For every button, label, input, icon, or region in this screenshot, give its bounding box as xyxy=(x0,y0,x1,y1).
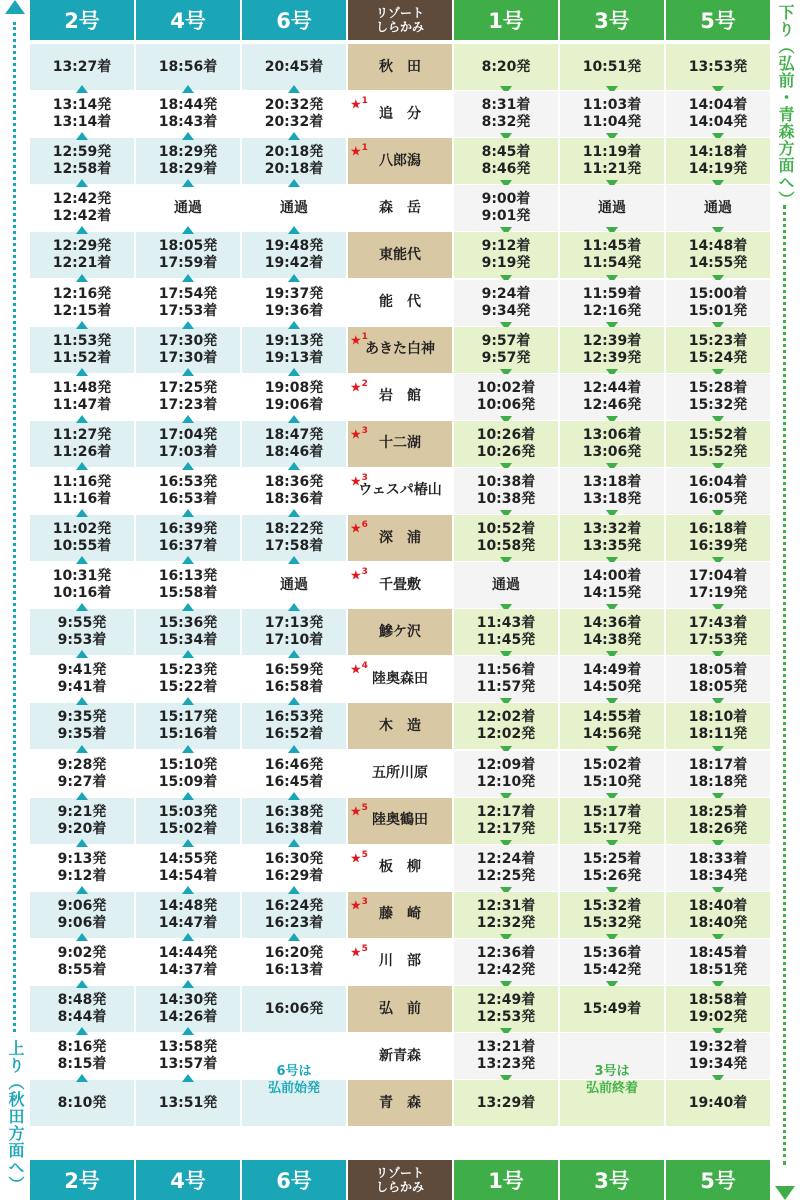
up-marker-icon xyxy=(288,179,300,187)
time-cell: 11:27発 11:26着 xyxy=(30,421,134,467)
time-cell: 16:38発 16:38着 xyxy=(242,798,346,844)
time-cell: 15:52着 15:52発 xyxy=(666,421,770,467)
up-marker-icon xyxy=(182,556,194,564)
station-name: ★$^6$ 深 浦 xyxy=(348,515,452,561)
time-cell: 通過 xyxy=(280,199,308,216)
time-cell: 17:04発 17:03着 xyxy=(136,421,240,467)
station-name: 弘 前 xyxy=(348,986,452,1032)
up-marker-icon xyxy=(182,933,194,941)
time-cell: 11:19着 11:21発 xyxy=(560,138,664,184)
time-cell: 16:24発 16:23着 xyxy=(242,892,346,938)
time-cell: 14:30発 14:26着 xyxy=(136,986,240,1032)
time-cell: 14:00着 14:15発 xyxy=(560,562,664,608)
station-name: ★$^3$ 藤 崎 xyxy=(348,892,452,938)
up-marker-icon xyxy=(76,226,88,234)
time-cell: 18:25着 18:26発 xyxy=(666,798,770,844)
time-cell: 18:56着 xyxy=(136,44,240,90)
time-cell: 14:55着 14:56発 xyxy=(560,703,664,749)
station-name: 鰺ケ沢 xyxy=(348,609,452,655)
time-cell: 16:30発 16:29着 xyxy=(264,850,324,884)
time-cell: 17:04着 17:19発 xyxy=(666,562,770,608)
time-cell: 13:29着 xyxy=(454,1080,558,1126)
time-cell: 10:52着 10:58発 xyxy=(454,515,558,561)
time-cell: 11:56着 11:57発 xyxy=(454,656,558,702)
time-cell: 12:17着 12:17発 xyxy=(454,798,558,844)
time-cell: 9:12着 9:19発 xyxy=(454,232,558,278)
up-marker-icon xyxy=(76,745,88,753)
time-cell: 12:31着 12:32発 xyxy=(454,892,558,938)
down-direction-indicator xyxy=(770,0,800,1200)
time-cell: 15:00着 15:01発 xyxy=(666,280,770,326)
header-train-1号: 1号 xyxy=(454,0,558,40)
up-marker-icon xyxy=(182,321,194,329)
star-icon: ★$^5$ xyxy=(350,849,368,867)
header-train-2号: 2号 xyxy=(30,0,134,40)
time-cell: 20:18発 20:18着 xyxy=(242,138,346,184)
star-icon: ★$^5$ xyxy=(350,943,368,961)
header-train-6号: 6号 xyxy=(242,0,346,40)
time-cell: 15:49着 xyxy=(560,986,664,1032)
time-cell: 16:18着 16:39発 xyxy=(666,515,770,561)
station-name: ★$^5$ 川 部 xyxy=(348,939,452,985)
down-arrow-icon xyxy=(775,1186,795,1200)
up-marker-icon xyxy=(76,792,88,800)
time-cell: 13:21着 13:23発 xyxy=(454,1033,558,1079)
time-cell: 19:37発 19:36着 xyxy=(264,285,324,319)
train3-note: 3号は 弘前終着 xyxy=(585,1064,638,1097)
time-cell: 13:51発 xyxy=(136,1080,240,1126)
time-cell: 19:48発 19:42着 xyxy=(242,232,346,278)
time-cell: 13:58発 13:57着 xyxy=(158,1039,218,1073)
time-cell: 13:06着 13:06発 xyxy=(560,421,664,467)
time-cell: 19:40着 xyxy=(666,1080,770,1126)
time-cell: 12:59発 12:58着 xyxy=(30,138,134,184)
time-cell: 12:29発 12:21着 xyxy=(30,232,134,278)
time-cell: 9:55発 9:53着 xyxy=(30,609,134,655)
up-marker-icon xyxy=(182,85,194,93)
up-marker-icon xyxy=(288,697,300,705)
up-marker-icon xyxy=(182,1027,194,1035)
up-marker-icon xyxy=(182,792,194,800)
up-marker-icon xyxy=(288,509,300,517)
station-name: ★$^1$ 追 分 xyxy=(348,91,452,137)
time-cell: 14:49着 14:50発 xyxy=(560,656,664,702)
star-icon: ★$^3$ xyxy=(350,567,368,584)
time-cell: 11:03着 11:04発 xyxy=(560,91,664,137)
time-cell: 通過 xyxy=(560,185,664,231)
time-cell: 20:45着 xyxy=(242,44,346,90)
up-direction-indicator xyxy=(0,0,30,1200)
time-cell: 12:49着 12:53発 xyxy=(454,986,558,1032)
time-cell: 11:43着 11:45発 xyxy=(454,609,558,655)
down-dotted-line xyxy=(783,205,786,1165)
up-marker-icon xyxy=(76,321,88,329)
time-cell: 8:20発 xyxy=(454,44,558,90)
time-cell: 18:17着 18:18発 xyxy=(666,751,770,797)
up-marker-icon xyxy=(76,556,88,564)
time-cell: 17:43着 17:53発 xyxy=(666,609,770,655)
time-cell: 9:13発 9:12着 xyxy=(57,850,107,884)
time-cell: 通過 xyxy=(666,185,770,231)
station-name: ★$^1$ あきた白神 xyxy=(348,327,452,373)
time-cell: 9:35発 9:35着 xyxy=(30,703,134,749)
time-cell: 18:05着 18:05発 xyxy=(666,656,770,702)
time-cell: 18:05発 17:59着 xyxy=(136,232,240,278)
station-name: 森 岳 xyxy=(379,199,421,216)
time-cell: 9:21発 9:20着 xyxy=(30,798,134,844)
station-name: 青 森 xyxy=(348,1080,452,1126)
up-direction-label: 上り（秋田方面へ） xyxy=(6,1040,25,1193)
time-cell: 10:38着 10:38発 xyxy=(454,468,558,514)
up-marker-icon xyxy=(182,179,194,187)
time-cell: 19:32着 19:34発 xyxy=(666,1033,770,1079)
up-marker-icon xyxy=(182,274,194,282)
time-cell: 12:09着 12:10発 xyxy=(454,751,558,797)
time-cell: 18:10着 18:11発 xyxy=(666,703,770,749)
star-icon: ★$^1$ xyxy=(350,143,368,160)
time-cell: 11:45着 11:54発 xyxy=(560,232,664,278)
up-marker-icon xyxy=(182,650,194,658)
time-cell: 13:32着 13:35発 xyxy=(560,515,664,561)
time-cell: 14:55発 14:54着 xyxy=(158,850,218,884)
time-cell: 10:31発 10:16着 xyxy=(52,568,112,602)
time-cell: 14:18着 14:19発 xyxy=(666,138,770,184)
time-cell: 15:36着 15:42発 xyxy=(560,939,664,985)
header-train-name: リゾート しらかみ xyxy=(348,0,452,40)
time-cell: 15:23着 15:24発 xyxy=(666,327,770,373)
station-name: ★$^5$ 板 柳 xyxy=(348,845,452,891)
time-cell: 8:45着 8:46発 xyxy=(454,138,558,184)
time-cell: 13:27着 xyxy=(30,44,134,90)
time-cell: 通過 xyxy=(454,562,558,608)
station-name: 秋 田 xyxy=(348,44,452,90)
time-cell: 18:22発 17:58着 xyxy=(242,515,346,561)
up-marker-icon xyxy=(182,886,194,894)
time-cell: 16:13発 15:58着 xyxy=(158,568,218,602)
station-name: ★$^3$ 十二湖 xyxy=(348,421,452,467)
time-cell: 11:53発 11:52着 xyxy=(30,327,134,373)
up-marker-icon xyxy=(76,1027,88,1035)
up-marker-icon xyxy=(288,274,300,282)
station-name: ★$^2$ 岩 館 xyxy=(348,374,452,420)
time-cell: 18:36発 18:36着 xyxy=(264,473,324,507)
time-cell: 14:48着 14:55発 xyxy=(666,232,770,278)
time-cell: 17:13発 17:10着 xyxy=(242,609,346,655)
star-icon: ★$^6$ xyxy=(350,520,368,537)
star-icon: ★$^3$ xyxy=(350,472,368,490)
footer-train-name: リゾート しらかみ xyxy=(348,1160,452,1200)
station-name: 新青森 xyxy=(379,1047,421,1064)
time-cell: 12:02着 12:02発 xyxy=(454,703,558,749)
up-marker-icon xyxy=(76,839,88,847)
time-cell: 18:47発 18:46着 xyxy=(242,421,346,467)
up-arrow-icon xyxy=(5,0,25,14)
time-cell: 17:25発 17:23着 xyxy=(158,379,218,413)
star-icon: ★$^5$ xyxy=(350,802,368,819)
time-cell: 8:10発 xyxy=(30,1080,134,1126)
time-cell: 12:44着 12:46発 xyxy=(560,374,664,420)
time-cell: 16:53発 16:52着 xyxy=(242,703,346,749)
time-cell: 16:20発 16:13着 xyxy=(264,944,324,978)
up-marker-icon xyxy=(76,132,88,140)
time-cell: 16:06発 xyxy=(242,986,346,1032)
time-cell: 9:24着 9:34発 xyxy=(454,280,558,326)
time-cell: 8:16発 8:15着 xyxy=(57,1039,107,1073)
time-cell: 12:24着 12:25発 xyxy=(454,845,558,891)
up-marker-icon xyxy=(76,697,88,705)
star-icon: ★$^3$ xyxy=(350,425,368,443)
header-train-4号: 4号 xyxy=(136,0,240,40)
time-cell: 9:41発 9:41着 xyxy=(57,662,107,696)
star-icon: ★$^1$ xyxy=(350,96,368,113)
time-cell: 8:31着 8:32発 xyxy=(454,91,558,137)
time-cell: 13:18着 13:18発 xyxy=(560,468,664,514)
time-cell: 14:48発 14:47着 xyxy=(136,892,240,938)
footer-train-1号: 1号 xyxy=(454,1160,558,1200)
up-marker-icon xyxy=(182,1074,194,1082)
up-marker-icon xyxy=(76,886,88,894)
time-cell: 14:36着 14:38発 xyxy=(560,609,664,655)
station-name: 東能代 xyxy=(348,232,452,278)
up-marker-icon xyxy=(76,509,88,517)
up-marker-icon xyxy=(288,132,300,140)
time-cell: 9:00着 9:01発 xyxy=(454,185,558,231)
up-marker-icon xyxy=(182,462,194,470)
time-cell: 11:16発 11:16着 xyxy=(52,473,112,507)
time-cell: 15:02着 15:10発 xyxy=(560,751,664,797)
up-marker-icon xyxy=(288,745,300,753)
time-cell: 16:59発 16:58着 xyxy=(264,662,324,696)
time-cell: 16:04着 16:05発 xyxy=(666,468,770,514)
up-marker-icon xyxy=(76,1074,88,1082)
up-marker-icon xyxy=(288,85,300,93)
up-marker-icon xyxy=(76,980,88,988)
time-cell: 18:40着 18:40発 xyxy=(666,892,770,938)
star-icon: ★$^4$ xyxy=(350,661,368,678)
time-cell: 18:58着 19:02発 xyxy=(666,986,770,1032)
up-marker-icon xyxy=(182,839,194,847)
footer-train-6号: 6号 xyxy=(242,1160,346,1200)
time-cell: 16:46発 16:45着 xyxy=(264,756,324,790)
up-marker-icon xyxy=(182,415,194,423)
time-cell: 15:17着 15:17発 xyxy=(560,798,664,844)
time-cell: 15:28着 15:32発 xyxy=(666,374,770,420)
station-name: ★$^3$ ウェスパ椿山 xyxy=(348,468,452,514)
time-cell: 15:32着 15:32発 xyxy=(560,892,664,938)
station-name: ★$^1$ 八郎潟 xyxy=(348,138,452,184)
time-cell: 12:36着 12:42発 xyxy=(454,939,558,985)
up-marker-icon xyxy=(288,650,300,658)
time-cell: 16:39発 16:37着 xyxy=(136,515,240,561)
star-icon: ★$^3$ xyxy=(350,896,368,914)
up-marker-icon xyxy=(182,697,194,705)
station-name: ★$^3$ 千畳敷 xyxy=(348,562,452,608)
up-marker-icon xyxy=(288,839,300,847)
time-cell: 13:53発 xyxy=(666,44,770,90)
star-icon: ★$^1$ xyxy=(350,331,368,348)
up-marker-icon xyxy=(76,85,88,93)
up-marker-icon xyxy=(76,462,88,470)
up-marker-icon xyxy=(76,933,88,941)
footer-train-2号: 2号 xyxy=(30,1160,134,1200)
time-cell: 20:32発 20:32着 xyxy=(264,97,324,131)
up-marker-icon xyxy=(76,650,88,658)
footer-train-5号: 5号 xyxy=(666,1160,770,1200)
header-train-3号: 3号 xyxy=(560,0,664,40)
time-cell: 通過 xyxy=(280,576,308,593)
up-marker-icon xyxy=(182,603,194,611)
time-cell: 9:02発 8:55着 xyxy=(57,944,107,978)
time-cell: 9:28発 9:27着 xyxy=(57,756,107,790)
star-icon: ★$^2$ xyxy=(350,378,368,396)
time-cell: 18:45着 18:51発 xyxy=(666,939,770,985)
time-cell: 18:44発 18:43着 xyxy=(158,97,218,131)
up-marker-icon xyxy=(182,509,194,517)
time-cell: 16:53発 16:53着 xyxy=(158,473,218,507)
up-marker-icon xyxy=(76,415,88,423)
time-cell: 10:51発 xyxy=(560,44,664,90)
time-cell: 15:25着 15:26発 xyxy=(560,845,664,891)
up-marker-icon xyxy=(182,745,194,753)
time-cell: 15:10発 15:09着 xyxy=(158,756,218,790)
up-marker-icon xyxy=(288,321,300,329)
station-name: ★$^5$ 陸奥鶴田 xyxy=(348,798,452,844)
time-cell: 11:48発 11:47着 xyxy=(52,379,112,413)
time-cell: 8:48発 8:44着 xyxy=(30,986,134,1032)
time-cell: 19:08発 19:06着 xyxy=(264,379,324,413)
time-cell: 12:39着 12:39発 xyxy=(560,327,664,373)
time-cell: 18:33着 18:34発 xyxy=(666,845,770,891)
up-marker-icon xyxy=(288,603,300,611)
time-cell: 17:30発 17:30着 xyxy=(136,327,240,373)
footer-train-4号: 4号 xyxy=(136,1160,240,1200)
up-marker-icon xyxy=(76,603,88,611)
station-name: 木 造 xyxy=(348,703,452,749)
time-cell: 14:04着 14:04発 xyxy=(666,91,770,137)
time-cell: 10:26着 10:26発 xyxy=(454,421,558,467)
time-cell: 9:57着 9:57発 xyxy=(454,327,558,373)
up-marker-icon xyxy=(182,132,194,140)
up-marker-icon xyxy=(288,462,300,470)
time-cell: 通過 xyxy=(174,199,202,216)
up-marker-icon xyxy=(182,226,194,234)
station-name: ★$^4$ 陸奥森田 xyxy=(348,656,452,702)
train6-note: 6号は 弘前始発 xyxy=(267,1064,320,1097)
time-cell: 17:54発 17:53着 xyxy=(158,285,218,319)
station-name: 能 代 xyxy=(379,294,421,310)
time-cell: 11:02発 10:55着 xyxy=(30,515,134,561)
up-dotted-line xyxy=(13,22,16,1032)
up-marker-icon xyxy=(182,980,194,988)
up-marker-icon xyxy=(288,886,300,894)
up-marker-icon xyxy=(288,368,300,376)
up-marker-icon xyxy=(76,368,88,376)
time-cell: 18:29発 18:29着 xyxy=(136,138,240,184)
time-cell: 15:36発 15:34着 xyxy=(136,609,240,655)
time-cell: 15:23発 15:22着 xyxy=(158,662,218,696)
time-cell: 15:03発 15:02着 xyxy=(136,798,240,844)
footer-train-3号: 3号 xyxy=(560,1160,664,1200)
time-cell: 13:14発 13:14着 xyxy=(52,97,112,131)
time-cell: 15:17発 15:16着 xyxy=(136,703,240,749)
station-name: 五所川原 xyxy=(372,765,428,781)
up-marker-icon xyxy=(288,792,300,800)
up-marker-icon xyxy=(288,556,300,564)
up-marker-icon xyxy=(288,933,300,941)
up-marker-icon xyxy=(76,179,88,187)
header-train-5号: 5号 xyxy=(666,0,770,40)
time-cell: 12:42発 12:42着 xyxy=(52,191,112,225)
up-marker-icon xyxy=(76,274,88,282)
up-marker-icon xyxy=(182,368,194,376)
time-cell: 9:06発 9:06着 xyxy=(30,892,134,938)
time-cell: 10:02着 10:06発 xyxy=(454,374,558,420)
time-cell: 14:44発 14:37着 xyxy=(158,944,218,978)
down-direction-label: 下り（弘前・青森方面へ） xyxy=(776,4,795,208)
up-marker-icon xyxy=(288,226,300,234)
time-cell: 12:16発 12:15着 xyxy=(52,285,112,319)
time-cell: 19:13発 19:13着 xyxy=(242,327,346,373)
up-marker-icon xyxy=(288,415,300,423)
time-cell: 11:59着 12:16発 xyxy=(560,280,664,326)
